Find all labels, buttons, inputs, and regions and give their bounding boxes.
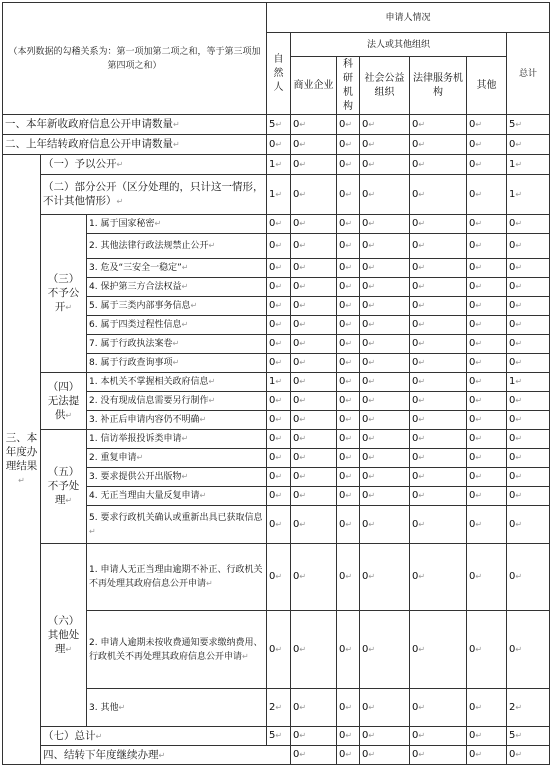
cell-value: 0 ↵	[291, 175, 337, 215]
cell-value: 0 ↵	[291, 487, 337, 506]
cell-value: 0 ↵	[467, 316, 507, 335]
cell-value: 0 ↵	[410, 544, 467, 611]
cell-value: 0 ↵	[507, 278, 550, 297]
cell-value: 0 ↵	[267, 392, 291, 411]
cell-value: 0 ↵	[360, 727, 410, 746]
cell-value: 0 ↵	[410, 115, 467, 135]
cell-value: 2 ↵	[507, 689, 550, 727]
item-label: 3. 补正后申请内容仍不明确 ↵	[87, 411, 267, 430]
item-label: 4. 保护第三方合法权益 ↵	[87, 278, 267, 297]
header-col-research: 科研机构	[337, 57, 360, 115]
cell-value: 0 ↵	[467, 449, 507, 468]
cell-value: 0 ↵	[291, 373, 337, 392]
cell-value: 0 ↵	[267, 506, 291, 544]
cell-value: 1 ↵	[267, 175, 291, 215]
cell-value: 0 ↵	[360, 506, 410, 544]
cell-value: 0 ↵	[360, 487, 410, 506]
item-label: 1. 申请人无正当理由逾期不补正、行政机关不再处理其政府信息公开申请 ↵	[87, 544, 267, 611]
cell-value: 0 ↵	[360, 316, 410, 335]
cell-value: 0 ↵	[410, 278, 467, 297]
cell-value: 0 ↵	[360, 746, 410, 765]
cell-value: 5 ↵	[507, 115, 550, 135]
cell-value: 0 ↵	[410, 155, 467, 175]
cell-value: 0 ↵	[507, 487, 550, 506]
cell-value: 0 ↵	[507, 544, 550, 611]
cell-value: 0 ↵	[410, 411, 467, 430]
cell-value: 0 ↵	[467, 278, 507, 297]
cell-value: 0 ↵	[337, 175, 360, 215]
cell-value: 0 ↵	[291, 259, 337, 278]
cell-value: 0 ↵	[360, 234, 410, 259]
group-label: （六）其他处理 ↵	[41, 544, 87, 727]
group-label: （五）不予处理 ↵	[41, 430, 87, 544]
cell-value: 0 ↵	[291, 354, 337, 373]
cell-value: 0 ↵	[410, 611, 467, 689]
cell-value: 0 ↵	[507, 449, 550, 468]
cell-value: 0 ↵	[507, 215, 550, 234]
cell-value: 0 ↵	[360, 335, 410, 354]
cell-value: 2 ↵	[267, 689, 291, 727]
table-row	[3, 135, 550, 155]
cell-value: 0 ↵	[291, 278, 337, 297]
header-col-social: 社会公益组织	[360, 57, 410, 115]
cell-value: 5 ↵	[507, 727, 550, 746]
group-label: （四）无法提供 ↵	[41, 373, 87, 430]
cell-value: 0 ↵	[337, 278, 360, 297]
cell-value: 0 ↵	[467, 611, 507, 689]
cell-value: 0 ↵	[291, 430, 337, 449]
cell-value: 0 ↵	[291, 689, 337, 727]
cell-value: 0 ↵	[467, 175, 507, 215]
cell-value: 0 ↵	[337, 259, 360, 278]
table-row	[3, 430, 550, 449]
cell-value: 0 ↵	[360, 354, 410, 373]
header-col-natural: 自然人	[267, 33, 291, 115]
cell-value: 0 ↵	[337, 611, 360, 689]
header-col-other: 其他	[467, 57, 507, 115]
item-label: 2. 其他法律行政法规禁止公开 ↵	[87, 234, 267, 259]
cell-value: 0 ↵	[337, 335, 360, 354]
item-label: 1. 信访举报投诉类申请 ↵	[87, 430, 267, 449]
cell-value: 0 ↵	[467, 544, 507, 611]
cell-value: 0 ↵	[337, 316, 360, 335]
cell-value: 0 ↵	[467, 297, 507, 316]
cell-value: 0 ↵	[360, 155, 410, 175]
item-label: 2. 申请人逾期未按收费通知要求缴纳费用、行政机关不再处理其政府信息公开申请 ↵	[87, 611, 267, 689]
cell-value: 0 ↵	[291, 297, 337, 316]
cell-value: 0 ↵	[467, 746, 507, 765]
cell-value: 0 ↵	[410, 487, 467, 506]
cell-value: 0 ↵	[267, 430, 291, 449]
cell-value: 0 ↵	[410, 215, 467, 234]
row-label: 一、本年新收政府信息公开申请数量 ↵	[3, 115, 267, 135]
table-row	[3, 215, 550, 234]
cell-value: 0 ↵	[507, 392, 550, 411]
cell-value: 0 ↵	[291, 411, 337, 430]
cell-value: 0 ↵	[360, 135, 410, 155]
cell-value: 0 ↵	[410, 449, 467, 468]
cell-value: 0 ↵	[360, 544, 410, 611]
cell-value: 0 ↵	[507, 335, 550, 354]
cell-value: 0 ↵	[291, 155, 337, 175]
table-row	[3, 746, 550, 765]
cell-value: 0 ↵	[267, 335, 291, 354]
cell-value: 1 ↵	[507, 155, 550, 175]
cell-value: 0 ↵	[507, 354, 550, 373]
cell-value: 0 ↵	[467, 689, 507, 727]
cell-value: 0 ↵	[467, 468, 507, 487]
header-applicant-status: 申请人情况	[267, 3, 550, 33]
row-label: 四、结转下年度继续办理 ↵	[41, 746, 291, 765]
cell-value: 0 ↵	[360, 278, 410, 297]
cell-value: 0 ↵	[410, 175, 467, 215]
cell-value: 0 ↵	[267, 544, 291, 611]
cell-value: 0 ↵	[360, 449, 410, 468]
item-label: 5. 要求行政机关确认或重新出具已获取信息 ↵	[87, 506, 267, 544]
cell-value: 0 ↵	[267, 316, 291, 335]
item-label: 3. 其他 ↵	[87, 689, 267, 727]
cell-value: 0 ↵	[410, 297, 467, 316]
cell-value: 0 ↵	[337, 392, 360, 411]
group-label: （一）予以公开 ↵	[41, 155, 267, 175]
cell-value: 0 ↵	[360, 392, 410, 411]
cell-value: 0 ↵	[360, 297, 410, 316]
cell-value: 0 ↵	[507, 259, 550, 278]
cell-value: 0 ↵	[360, 373, 410, 392]
cell-value: 0 ↵	[337, 297, 360, 316]
header-note: （本列数据的勾稽关系为：第一项加第二项之和，等于第三项加第四项之和）	[3, 3, 267, 115]
item-label: 4. 无正当理由大量反复申请 ↵	[87, 487, 267, 506]
cell-value: 0 ↵	[360, 468, 410, 487]
cell-value: 0 ↵	[507, 468, 550, 487]
cell-value: 0 ↵	[507, 297, 550, 316]
cell-value: 0 ↵	[291, 135, 337, 155]
cell-value: 0 ↵	[467, 392, 507, 411]
item-label: 1. 本机关不掌握相关政府信息 ↵	[87, 373, 267, 392]
cell-value: 0 ↵	[507, 430, 550, 449]
group-label: （二）部分公开（区分处理的，只计这一情形，不计其他情形） ↵	[41, 175, 267, 215]
cell-value: 0 ↵	[467, 354, 507, 373]
item-label: 3. 要求提供公开出版物 ↵	[87, 468, 267, 487]
cell-value: 0 ↵	[410, 135, 467, 155]
cell-value: 0 ↵	[410, 354, 467, 373]
cell-value: 1 ↵	[507, 373, 550, 392]
cell-value: 0 ↵	[337, 135, 360, 155]
item-label: 2. 没有现成信息需要另行制作 ↵	[87, 392, 267, 411]
item-label: 3. 危及“三安全一稳定” ↵	[87, 259, 267, 278]
cell-value: 0 ↵	[291, 746, 337, 765]
cell-value: 0 ↵	[337, 689, 360, 727]
cell-value: 0 ↵	[467, 411, 507, 430]
item-label: 5. 属于三类内部事务信息 ↵	[87, 297, 267, 316]
cell-value: 0 ↵	[291, 506, 337, 544]
cell-value: 0 ↵	[360, 611, 410, 689]
table-row	[3, 373, 550, 392]
cell-value: 0 ↵	[267, 259, 291, 278]
cell-value: 0 ↵	[360, 689, 410, 727]
cell-value: 0 ↵	[337, 115, 360, 135]
item-label: 8. 属于行政查询事项 ↵	[87, 354, 267, 373]
cell-value: 0 ↵	[267, 411, 291, 430]
cell-value: 0 ↵	[291, 727, 337, 746]
cell-value: 0 ↵	[291, 392, 337, 411]
cell-value: 0 ↵	[337, 155, 360, 175]
cell-value: 0 ↵	[410, 234, 467, 259]
cell-value: 0 ↵	[410, 392, 467, 411]
cell-value: 0 ↵	[410, 316, 467, 335]
cell-value: 0 ↵	[291, 335, 337, 354]
cell-value: 0 ↵	[360, 430, 410, 449]
cell-value: 0 ↵	[337, 215, 360, 234]
cell-value: 0 ↵	[467, 215, 507, 234]
cell-value: 0 ↵	[337, 506, 360, 544]
cell-value: 0 ↵	[410, 430, 467, 449]
cell-value: 0 ↵	[337, 449, 360, 468]
group-label: （七）总计 ↵	[41, 727, 267, 746]
table-row	[3, 727, 550, 746]
cell-value: 0 ↵	[467, 335, 507, 354]
cell-value: 1 ↵	[267, 155, 291, 175]
cell-value: 0 ↵	[467, 259, 507, 278]
cell-value: 0 ↵	[267, 468, 291, 487]
cell-value: 0 ↵	[467, 155, 507, 175]
cell-value: 5 ↵	[267, 115, 291, 135]
item-label: 6. 属于四类过程性信息 ↵	[87, 316, 267, 335]
cell-value: 0 ↵	[337, 411, 360, 430]
cell-value: 0 ↵	[337, 544, 360, 611]
table-row	[3, 175, 550, 215]
cell-value: 0 ↵	[337, 468, 360, 487]
cell-value: 0 ↵	[507, 506, 550, 544]
cell-value: 0 ↵	[337, 430, 360, 449]
cell-value: 0 ↵	[507, 411, 550, 430]
header-col-commercial: 商业企业	[291, 57, 337, 115]
cell-value: 0 ↵	[291, 316, 337, 335]
cell-value: 0 ↵	[267, 487, 291, 506]
cell-value: 0 ↵	[267, 278, 291, 297]
cell-value: 0 ↵	[507, 234, 550, 259]
row-label: 二、上年结转政府信息公开申请数量 ↵	[3, 135, 267, 155]
cell-value: 1 ↵	[507, 175, 550, 215]
item-label: 1. 属于国家秘密 ↵	[87, 215, 267, 234]
cell-value: 0 ↵	[507, 135, 550, 155]
cell-value: 0 ↵	[467, 234, 507, 259]
header-row-1	[3, 3, 550, 33]
cell-value: 0 ↵	[410, 506, 467, 544]
header-legal-or-other: 法人或其他组织	[291, 33, 507, 57]
cell-value: 0 ↵	[267, 611, 291, 689]
cell-value: 0 ↵	[291, 611, 337, 689]
cell-value: 0 ↵	[291, 449, 337, 468]
table-row	[3, 155, 550, 175]
cell-value: 0 ↵	[291, 234, 337, 259]
cell-value: 0 ↵	[267, 449, 291, 468]
cell-value: 0 ↵	[467, 430, 507, 449]
cell-value: 0 ↵	[291, 544, 337, 611]
item-label: 7. 属于行政执法案卷 ↵	[87, 335, 267, 354]
header-col-legal-service: 法律服务机构	[410, 57, 467, 115]
application-report-table	[2, 2, 550, 765]
header-col-total: 总计	[507, 33, 550, 115]
cell-value: 0 ↵	[337, 746, 360, 765]
cell-value: 0 ↵	[360, 259, 410, 278]
cell-value: 0 ↵	[360, 175, 410, 215]
cell-value: 0 ↵	[360, 115, 410, 135]
cell-value: 0 ↵	[467, 487, 507, 506]
table-row	[3, 115, 550, 135]
cell-value: 0 ↵	[267, 234, 291, 259]
section-label: 三、本年度办理结果 ↵	[3, 155, 41, 765]
cell-value: 0 ↵	[267, 215, 291, 234]
cell-value: 0 ↵	[410, 373, 467, 392]
cell-value: 0 ↵	[337, 727, 360, 746]
cell-value: 0 ↵	[410, 689, 467, 727]
cell-value: 0 ↵	[337, 487, 360, 506]
cell-value: 0 ↵	[360, 411, 410, 430]
item-label: 2. 重复申请 ↵	[87, 449, 267, 468]
cell-value: 0 ↵	[337, 354, 360, 373]
cell-value: 0 ↵	[507, 316, 550, 335]
cell-value: 1 ↵	[267, 373, 291, 392]
cell-value: 0 ↵	[467, 506, 507, 544]
cell-value: 0 ↵	[337, 234, 360, 259]
cell-value: 0 ↵	[507, 611, 550, 689]
cell-value: 0 ↵	[467, 115, 507, 135]
cell-value: 5 ↵	[267, 727, 291, 746]
cell-value: 0 ↵	[410, 746, 467, 765]
table-row	[3, 544, 550, 611]
cell-value: 0 ↵	[267, 135, 291, 155]
cell-value: 0 ↵	[467, 727, 507, 746]
cell-value: 0 ↵	[507, 746, 550, 765]
cell-value: 0 ↵	[410, 727, 467, 746]
cell-value: 0 ↵	[467, 135, 507, 155]
cell-value: 0 ↵	[267, 354, 291, 373]
cell-value: 0 ↵	[360, 215, 410, 234]
cell-value: 0 ↵	[267, 297, 291, 316]
group-label: （三）不予公开 ↵	[41, 215, 87, 373]
cell-value: 0 ↵	[467, 373, 507, 392]
cell-value: 0 ↵	[291, 468, 337, 487]
cell-value: 0 ↵	[410, 335, 467, 354]
cell-value: 0 ↵	[291, 215, 337, 234]
cell-value: 0 ↵	[337, 373, 360, 392]
cell-value: 0 ↵	[410, 468, 467, 487]
cell-value: 0 ↵	[410, 259, 467, 278]
cell-value: 0 ↵	[291, 115, 337, 135]
